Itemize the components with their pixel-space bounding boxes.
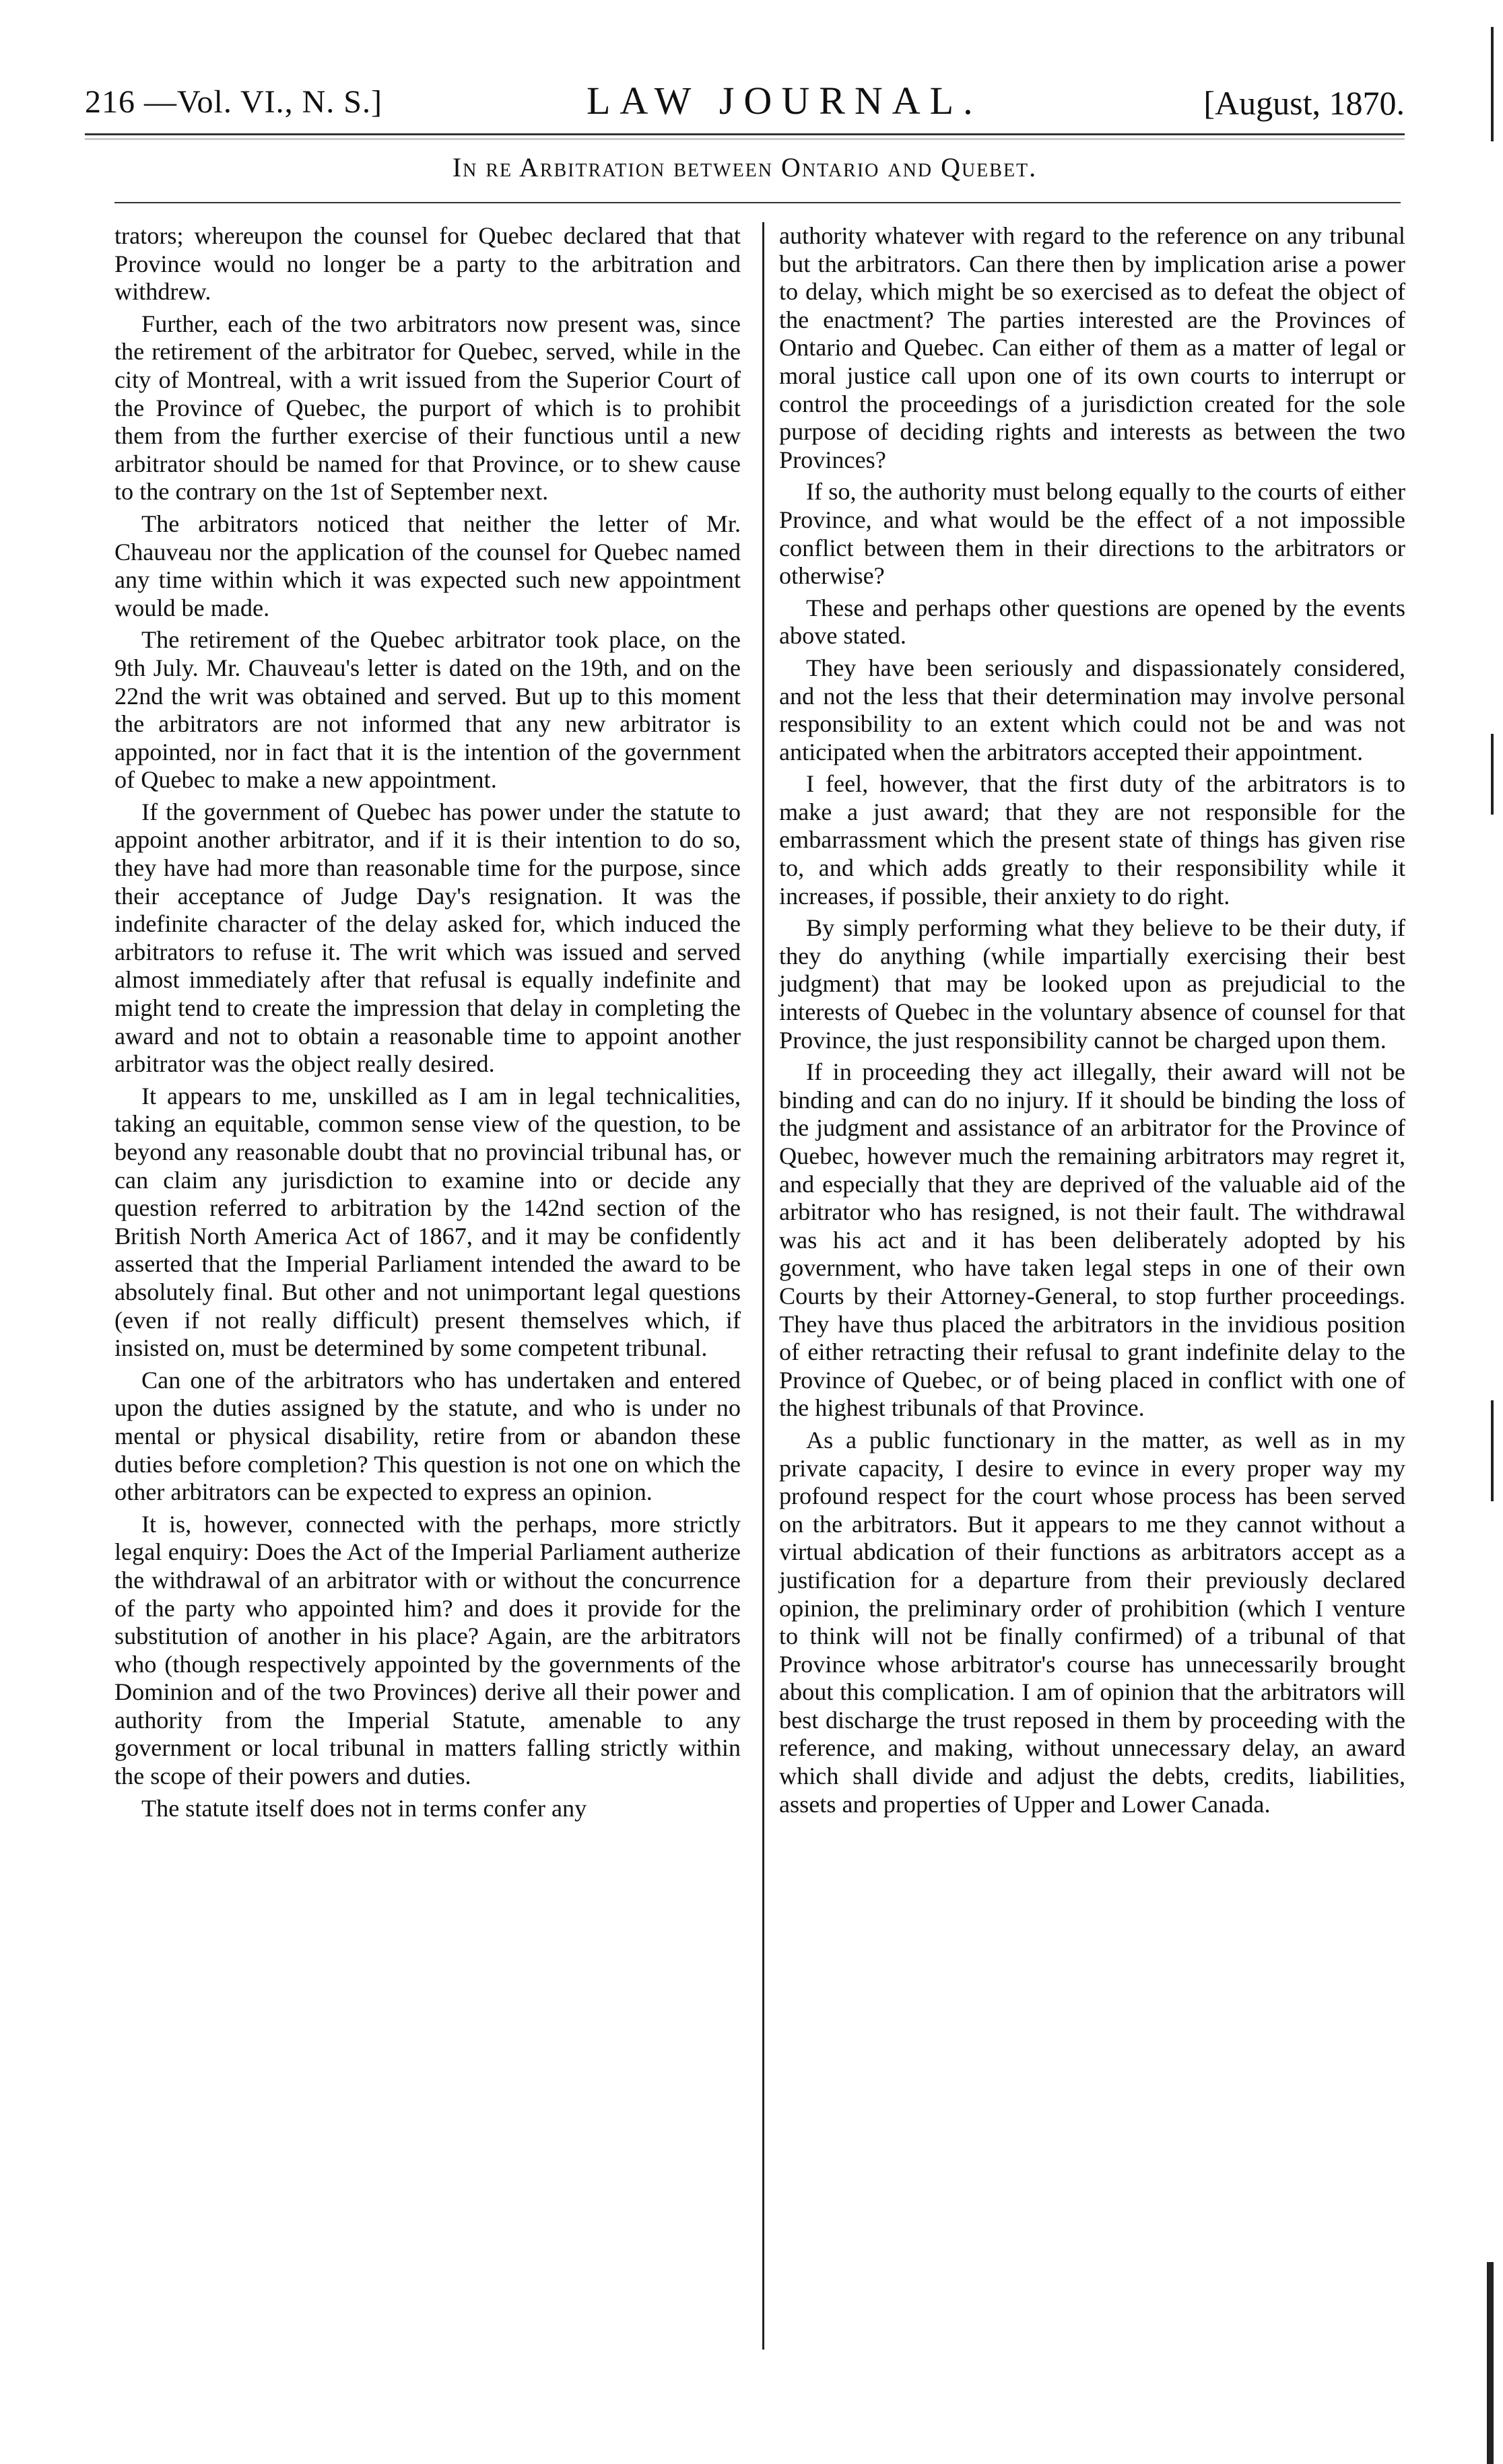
paragraph: trators; whereupon the counsel for Quebec declared that that Province would no longer be a party to the arbitration and withdrew. [114, 222, 741, 306]
volume-reference: 216 —Vol. VI., N. S.] [85, 84, 382, 120]
paragraph: If in proceeding they act illegally, their award will not be binding and can do no injury. If it should be binding the loss of the judgment and assistance of an arbitrator for the Province of Quebec, however much the remaining arbitrators may regret it, and especially that they are deprived of the valuable aid of the arbitrator who has resigned, is not their fault. The withdrawal was his act and it has been deliberately adopted by his government, who have taken legal steps in one of their own Courts by their Attorney-General, to stop further proceedings. They have thus placed the arbitrators in the invidious position of either retracting their refusal to grant indefinite delay to the Province of Quebec, or of being placed in conflict with one of the highest tribunals of that Province. [779, 1058, 1405, 1422]
column-divider [762, 222, 764, 2350]
paragraph: I feel, however, that the first duty of the arbitrators is to make a just award; that they are not responsible for the embarrassment which the present state of things has given rise to, and which adds greatly to their responsibility while it increases, if possible, their anxiety to do right. [779, 770, 1405, 910]
paragraph: It is, however, connected with the perhaps, more strictly legal enquiry: Does the Act of the Imperial Parliament autherize the withdrawal of an arbitrator with or without the concurrence of the party who appointed him? and does it provide for the substitution of another in his place? Again, are the arbitrators who (though respectively appointed by the governments of the Dominion and of the two Provinces) derive all their power and authority from the Imperial Statute, amenable to any government or local tribunal in matters falling strictly within the scope of their powers and duties. [114, 1510, 741, 1790]
right-column [779, 222, 1405, 1822]
paragraph: If so, the authority must belong equally to the courts of either Province, and what would be the effect of a not impossible conflict between them in their directions to the arbitrators or otherwise? [779, 478, 1405, 590]
page-edge-mark [1491, 734, 1494, 815]
issue-date: [August, 1870. [1203, 84, 1405, 122]
page-header [85, 74, 1405, 128]
header-rule [85, 133, 1405, 135]
subheading-rule [114, 202, 1401, 203]
journal-title: LAW JOURNAL. [587, 79, 982, 123]
paragraph: authority whatever with regard to the reference on any tribunal but the arbitrators. Can there then by implication arise a power to delay, which might be so exercised as to defeat the object of the enactment? The parties interested are the Provinces of Ontario and Quebec. Can either of them as a matter of legal or moral justice call upon one of its own courts to interrupt or control the proceedings of a jurisdiction created for the sole purpose of deciding rights and interests as between the two Provinces? [779, 222, 1405, 473]
page-edge-mark [1487, 2262, 1494, 2464]
paragraph: The arbitrators noticed that neither the letter of Mr. Chauveau nor the application of the counsel for Quebec named any time within which it was expected such new appointment would be made. [114, 510, 741, 621]
running-subheading: In re Arbitration between Ontario and Quebet. [452, 152, 1038, 182]
paragraph: As a public functionary in the matter, as well as in my private capacity, I desire to evince in every proper way my profound respect for the court whose process has been served on the arbitrators. But it appears to me they cannot without a virtual abdication of their functions as arbitrators accept as a justification for a departure from their previously declared opinion, the preliminary order of prohibition (which I venture to think will not be finally confirmed) of a tribunal of that Province whose arbitrator's course has unnecessarily brought about this complication. I am of opinion that the arbitrators will best discharge the trust reposed in them by proceeding with the reference, and making, without unnecessary delay, an award which shall divide and adjust the debts, credits, liabilities, assets and properties of Upper and Lower Canada. [779, 1426, 1405, 1818]
paragraph: By simply performing what they believe to be their duty, if they do anything (while impartially exercising their best judgment) that may be looked upon as prejudicial to the interests of Quebec in the voluntary absence of counsel for that Province, the just responsibility cannot be charged upon them. [779, 914, 1405, 1054]
paragraph: The statute itself does not in terms confer any [141, 1794, 587, 1822]
paragraph: The retirement of the Quebec arbitrator took place, on the 9th July. Mr. Chauveau's letter is dated on the 19th, and on the 22nd the writ was obtained and served. But up to this moment the arbitrators are not informed that any new arbitrator is appointed, nor in fact that it is the intention of the government of Quebec to make a new appointment. [114, 626, 741, 794]
paragraph: They have been seriously and dispassionately considered, and not the less that their determination may involve personal responsibility to an extent which could not be and was not anticipated when the arbitrators accepted their appointment. [779, 654, 1405, 765]
left-column [114, 222, 741, 1826]
page-edge-mark [1491, 1400, 1494, 1501]
paragraph: If the government of Quebec has power under the statute to appoint another arbitrator, and if it is their intention to do so, they have had more than reasonable time for the purpose, since their acceptance of Judge Day's resignation. It was the indefinite character of the delay asked for, which induced the arbitrators to refuse it. The writ which was issued and served almost immediately after that refusal is equally indefinite and might tend to create the impression that delay in completing the award and not to obtain a reasonable time to appoint another arbitrator was the object really desired. [114, 798, 741, 1078]
paragraph: It appears to me, unskilled as I am in legal technicalities, taking an equitable, common sense view of the question, to be beyond any reasonable doubt that no provincial tribunal has, or can claim any jurisdiction to examine into or decide any question referred to arbitration by the 142nd section of the British North America Act of 1867, and it may be confidently asserted that the Imperial Parliament intended the award to be absolutely final. But other and not unimportant legal questions (even if not really difficult) present themselves which, if insisted on, must be determined by some competent tribunal. [114, 1082, 741, 1362]
paragraph: Further, each of the two arbitrators now present was, since the retirement of the arbitrator for Quebec, served, while in the city of Montreal, with a writ issued from the Superior Court of the Province of Quebec, the purport of which is to prohibit them from the further exercise of their functious until a new arbitrator should be named for that Province, or to shew cause to the contrary on the 1st of September next. [114, 310, 741, 506]
paragraph: Can one of the arbitrators who has undertaken and entered upon the duties assigned by the statute, and who is under no mental or physical disability, retire from or abandon these duties before completion? This question is not one on which the other arbitrators can be expected to express an opinion. [114, 1366, 741, 1506]
paragraph: These and perhaps other questions are opened by the events above stated. [779, 594, 1405, 650]
page-edge-mark [1491, 27, 1494, 141]
